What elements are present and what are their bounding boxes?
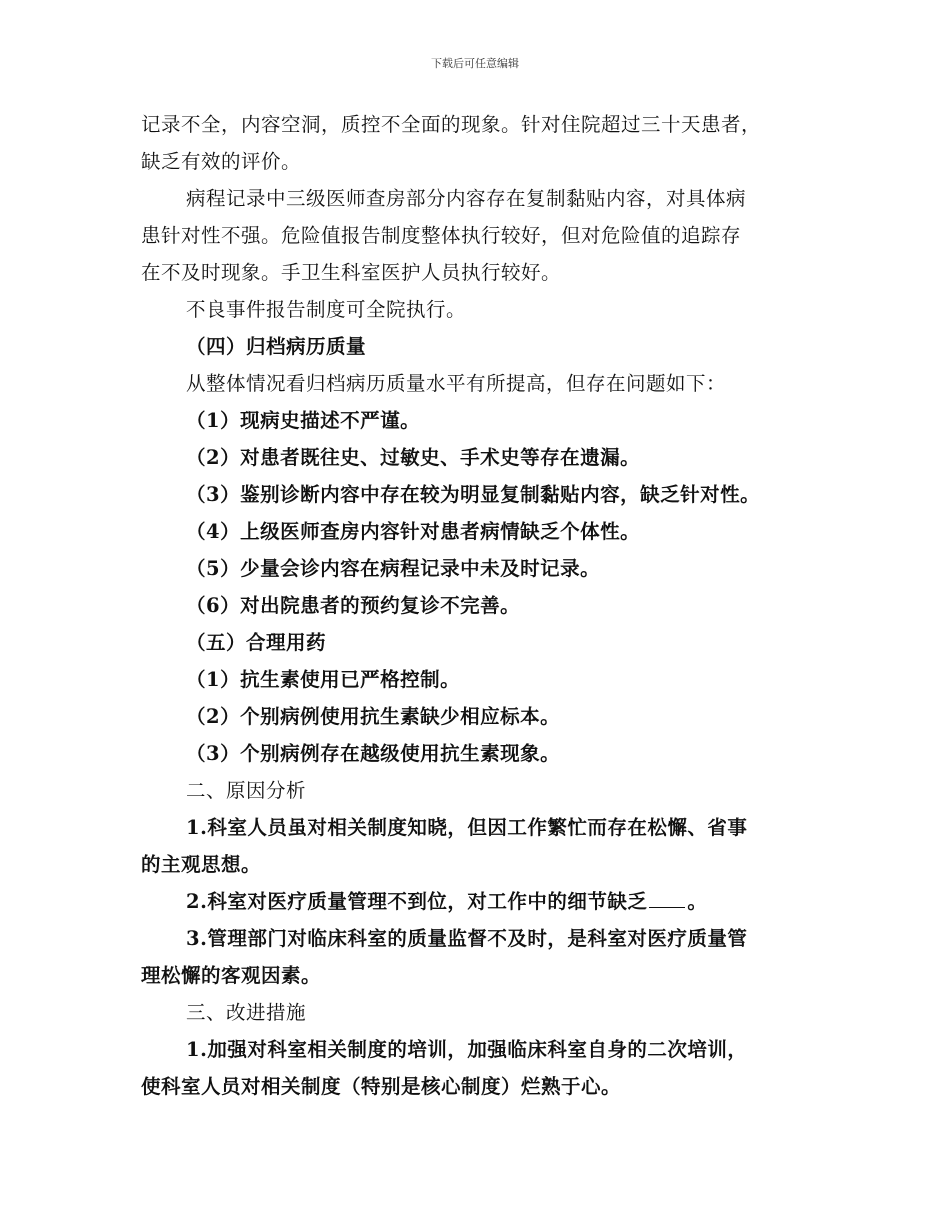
list-item: （3）鉴别诊断内容中存在较为明显复制黏贴内容，缺乏针对性。 <box>186 483 761 506</box>
paragraph-line: 缺乏有效的评价。 <box>141 150 302 173</box>
paragraph-line: 使科室人员对相关制度（特别是核心制度）烂熟于心。 <box>141 1075 622 1098</box>
list-item: （6）对出院患者的预约复诊不完善。 <box>186 594 521 617</box>
paragraph-line: 从整体情况看归档病历质量水平有所提高，但存在问题如下： <box>186 372 727 395</box>
section-heading: 三、改进措施 <box>186 1001 307 1024</box>
section-heading: （四）归档病历质量 <box>186 335 367 358</box>
paragraph-line: 1.加强对科室相关制度的培训，加强临床科室自身的二次培训， <box>186 1038 748 1061</box>
paragraph-line <box>141 883 831 920</box>
list-item: （2）对患者既往史、过敏史、手术史等存在遗漏。 <box>186 446 641 469</box>
section-heading: 二、原因分析 <box>186 779 307 802</box>
document-body <box>141 106 831 1105</box>
paragraph-line: 理松懈的客观因素。 <box>141 964 322 987</box>
paragraph-line: 病程记录中三级医师查房部分内容存在复制黏贴内容，对具体病 <box>186 187 747 210</box>
list-item: （3）个别病例存在越级使用抗生素现象。 <box>186 742 561 765</box>
line-text: 。 <box>687 890 708 913</box>
paragraph-line: 3.管理部门对临床科室的质量监督不及时，是科室对医疗质量管 <box>186 927 748 950</box>
list-item: （1）抗生素使用已严格控制。 <box>186 668 461 691</box>
section-heading: （五）合理用药 <box>186 631 327 654</box>
list-item: （2）个别病例使用抗生素缺少相应标本。 <box>186 705 561 728</box>
paragraph-line: 在不及时现象。手卫生科室医护人员执行较好。 <box>141 261 562 284</box>
fill-in-blank <box>649 889 685 908</box>
paragraph-line: 记录不全，内容空洞，质控不全面的现象。针对住院超过三十天患者， <box>141 113 762 136</box>
list-item: （5）少量会诊内容在病程记录中未及时记录。 <box>186 557 601 580</box>
paragraph-line: 不良事件报告制度可全院执行。 <box>186 298 467 321</box>
page-header: 下载后可任意编辑 <box>431 57 519 70</box>
line-text: 2.科室对医疗质量管理不到位，对工作中的细节缺乏 <box>186 890 648 913</box>
list-item: （4）上级医师查房内容针对患者病情缺乏个体性。 <box>186 520 641 543</box>
paragraph-line: 1.科室人员虽对相关制度知晓，但因工作繁忙而存在松懈、省事 <box>186 816 748 839</box>
paragraph-line: 的主观思想。 <box>141 853 262 876</box>
paragraph-line: 患针对性不强。危险值报告制度整体执行较好，但对危险值的追踪存 <box>141 224 742 247</box>
list-item: （1）现病史描述不严谨。 <box>186 409 421 432</box>
